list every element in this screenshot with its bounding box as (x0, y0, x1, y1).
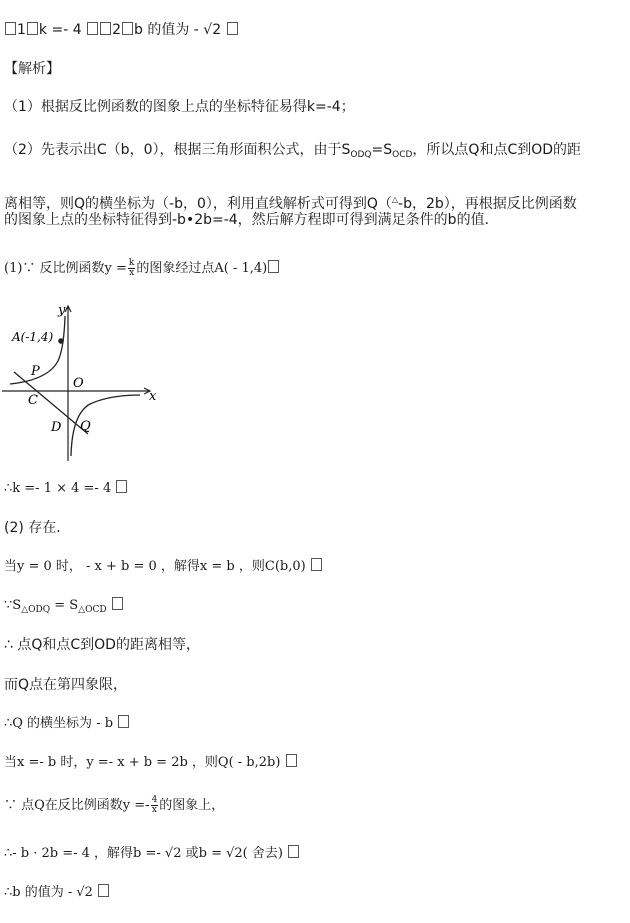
point-c-label: C (28, 393, 38, 408)
placeholder-box (227, 22, 238, 35)
solution-k-value: ∴k =- 1 × 4 =- 4 (4, 480, 128, 498)
placeholder-box (288, 845, 299, 858)
point-q-label: Q (80, 419, 91, 434)
placeholder-box (268, 260, 279, 273)
solution-fourth-quadrant: 而Q点在第四象限， (4, 677, 128, 693)
analysis-line-2: （2）先表示出C（b，0），根据三角形面积公式，由于$S_{ODQ}=S_{OCD}$，所以点Q和点C到OD的距 (4, 142, 582, 160)
placeholder-box (27, 22, 38, 35)
answer-summary-line (4, 21, 239, 39)
point-a (58, 338, 64, 344)
placeholder-box (112, 597, 123, 610)
part-number: 2 (112, 22, 121, 38)
placeholder-box (118, 715, 129, 728)
placeholder-box (286, 754, 297, 767)
origin-label: O (73, 376, 84, 391)
part-number: 1 (17, 22, 26, 38)
b-answer: b 的值为 - √2 (134, 22, 222, 38)
analysis-line-1: （1）根据反比例函数的图象上点的坐标特征易得k=-4； (4, 99, 355, 115)
placeholder-box (116, 480, 127, 493)
solution-area-equality: $\because S_{\triangle ODQ} = S_{\triangle OCD}$ (4, 597, 124, 619)
solution-distance-equal: ∴ 点Q和点C到OD的距离相等， (4, 637, 200, 653)
placeholder-box (5, 22, 16, 35)
solution-point-q: 当x =- b 时，y =- x + b = 2b ，则Q( - b,2b) (4, 754, 298, 772)
fraction-4-over-x: $\frac{4}{x}$ (151, 795, 158, 815)
k-answer: k =- 4 (38, 22, 82, 38)
solution-part1: (1)∵ 反比例函数y = $\frac{k}{x}$ 的图象经过点A( - 1,4) (4, 259, 280, 278)
point-p-label: P (31, 364, 40, 379)
solution-q-abscissa: ∴Q 的横坐标为 - b (4, 715, 130, 733)
solution-point-c: 当y = 0 时， - x + b = 0 ，解得x = b ，则C(b,0) (4, 558, 323, 576)
placeholder-box (98, 884, 109, 897)
analysis-title: 【解析】 (4, 61, 60, 77)
placeholder-box (311, 558, 322, 571)
solution-solve-b: ∴- b · 2b =- 4 ，解得b =- √2 或b = √2( 舍去) (4, 845, 300, 863)
y-axis-label: y (58, 303, 66, 318)
solution-final-answer: ∴b 的值为 - √2 (4, 884, 110, 902)
placeholder-box (122, 22, 133, 35)
analysis-line-3: 离相等，则Q的横坐标为（-b，0），利用直线解析式可得到Q（△-b，2b），再根据反比例函数 (4, 195, 577, 212)
placeholder-box (100, 22, 111, 35)
point-d-label: D (51, 420, 62, 435)
function-graph-figure (0, 296, 170, 471)
x-axis-label: x (149, 389, 157, 404)
placeholder-box (87, 22, 98, 35)
solution-part2-heading: (2) 存在． (4, 520, 71, 536)
solution-q-on-graph: ∵ 点Q在反比例函数y =- $\frac{4}{x}$ 的图象上， (4, 795, 225, 815)
fraction-k-over-x: $\frac{k}{x}$ (128, 258, 135, 278)
point-a-label: A(-1,4) (12, 330, 54, 344)
analysis-line-4: 的图象上点的坐标特征得到-b•2b=-4，然后解方程即可得到满足条件的b的值． (4, 212, 499, 228)
